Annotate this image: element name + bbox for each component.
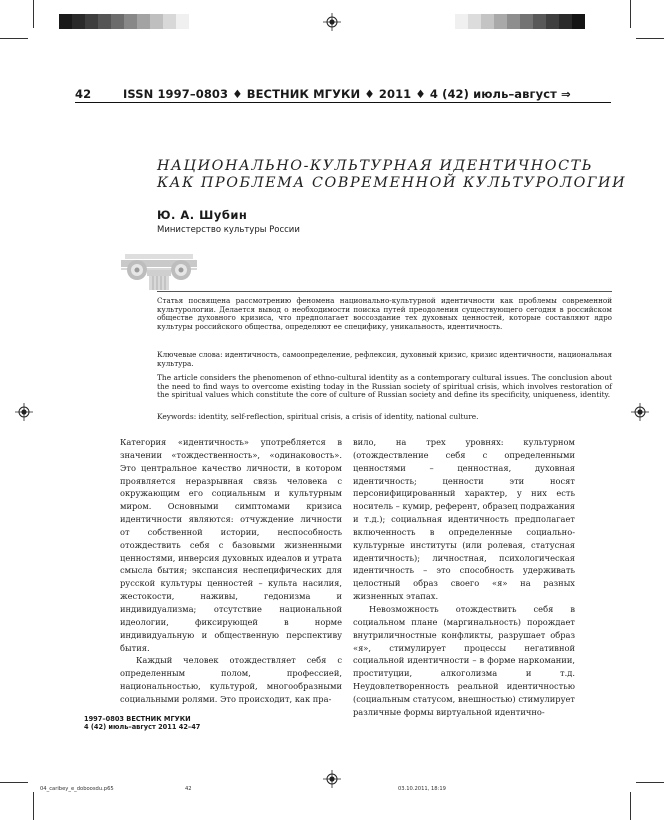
body-column-right: [353, 436, 575, 719]
article-title: [157, 158, 627, 192]
paragraph: Каждый человек отождествляет себя с определенным полом, профессией, национальностью, культурой, многообразными социальными ролями. Это происходит, как пра-: [120, 655, 342, 704]
crop-mark: [33, 0, 34, 28]
paragraph: Категория «идентичность» употребляется в значении «тождественность», «одинаковость». Это центральное качество личности, в котором проявляется неразрывная связь человека с окружающим его социальным и культурным миром. Основными симптомами кризиса идентичности являются: отчуждение личности от собственной истории, неспособность отождествить себя с базовыми жизненными ценностями, инверсия духовных идеалов и утрата смысла бытия; экспансия неспецифических для русской культуры ценностей – культа насилия, жестокости, наживы, гедонизма и индивидуализма; отсутствие национальной идеологии, фиксирующей в норме индивидуальную и общественную перспективу бытия.: [120, 437, 342, 653]
keywords-en: Keywords: identity, self-reflection, spiritual crisis, a crisis of identity, national culture.: [157, 412, 479, 421]
keywords-ru: Ключевые слова: идентичность, самоопределение, рефлексия, духовный кризис, кризис идентичности, национальная культура.: [157, 350, 612, 368]
page-number: 42: [75, 87, 92, 101]
crop-mark: [636, 38, 664, 39]
abstract-rule-top: [157, 291, 612, 292]
abstract-en: The article considers the phenomenon of ethno-cultural identity as a contemporary cultural issues. The conclusion about the need to find ways to overcome existing today in the Russian society of spiritual crisis, which involves restoration of the spiritual values which constitute the core of culture of Russian society and define its specificity, uniqueness, identity.: [157, 373, 612, 400]
registration-mark-right-icon: [631, 403, 649, 421]
crop-mark: [33, 792, 34, 820]
registration-mark-bottom-icon: [323, 770, 341, 788]
title-line-1: НАЦИОНАЛЬНО-КУЛЬТУРНАЯ ИДЕНТИЧНОСТЬ: [157, 158, 594, 174]
crop-mark: [630, 0, 631, 28]
paragraph: Невозможность отождествить себя в социальном плане (маргинальность) порождает внутриличностные конфликты, разрушает образ «я», стимулирует процессы негативной социальной идентичности – в форме наркомании, проституции, алкоголизма и т.д. Неудовлетворенность реальной идентичностью (социальным статусом, внешностью) стимулирует различные формы виртуальной идентично-: [353, 603, 575, 717]
ionic-column-logo-icon: [121, 246, 197, 290]
crop-mark: [630, 792, 631, 820]
header-rule: [75, 102, 611, 103]
slug-page: 42: [185, 786, 192, 792]
crop-mark: [0, 38, 28, 39]
slug-file: 04_caribey_e_doboosdu.p65: [40, 786, 114, 792]
author-affiliation: Министерство культуры России: [157, 225, 300, 235]
paragraph: вило, на трех уровнях: культурном (отождествление себя с определенными ценностями – ценностная, духовная идентичность; ценности эти носят персонифицированный характер, у них есть носитель – кумир, референт, образец подражания и т.д.); социальная идентичность предполагает включенность в определенные социально-культурные институты (или ролевая, статусная идентичность); личностная, психологическая идентичность – это способность удерживать целостный образ своего «я» на разных жизненных этапах.: [353, 437, 575, 602]
crop-mark: [0, 782, 28, 783]
author-name: Ю. А. Шубин: [157, 208, 248, 222]
citation-footer: [84, 715, 200, 731]
abstract-ru: Статья посвящена рассмотрению феномена национально-культурной идентичности как проблемы современной культурологии. Делается вывод о необходимости поиска путей преодоления существующего сегодня в российском обществе духовного кризиса, что предполагает воссоздание тех духовных ценностей, которые составляют ядро культуры российского общества, определяют ее специфику, уникальность, идентичность.: [157, 296, 612, 331]
crop-mark: [636, 782, 664, 783]
footer-line-2: 4 (42) июль–август 2011 42–47: [84, 723, 201, 731]
title-line-2: КАК ПРОБЛЕМА СОВРЕМЕННОЙ КУЛЬТУРОЛОГИИ: [157, 175, 627, 191]
journal-line: ISSN 1997–0803 ♦ ВЕСТНИК МГУКИ ♦ 2011 ♦ 4 (42) июль–август ⇒: [123, 87, 571, 101]
color-bar-right: [455, 14, 585, 29]
footer-line-1: 1997–0803 ВЕСТНИК МГУКИ: [84, 715, 191, 723]
registration-mark-top-icon: [323, 13, 341, 31]
color-bar-left: [59, 14, 189, 29]
registration-mark-left-icon: [15, 403, 33, 421]
slug-timestamp: 03.10.2011, 18:19: [398, 786, 446, 792]
body-column-left: [120, 436, 342, 706]
